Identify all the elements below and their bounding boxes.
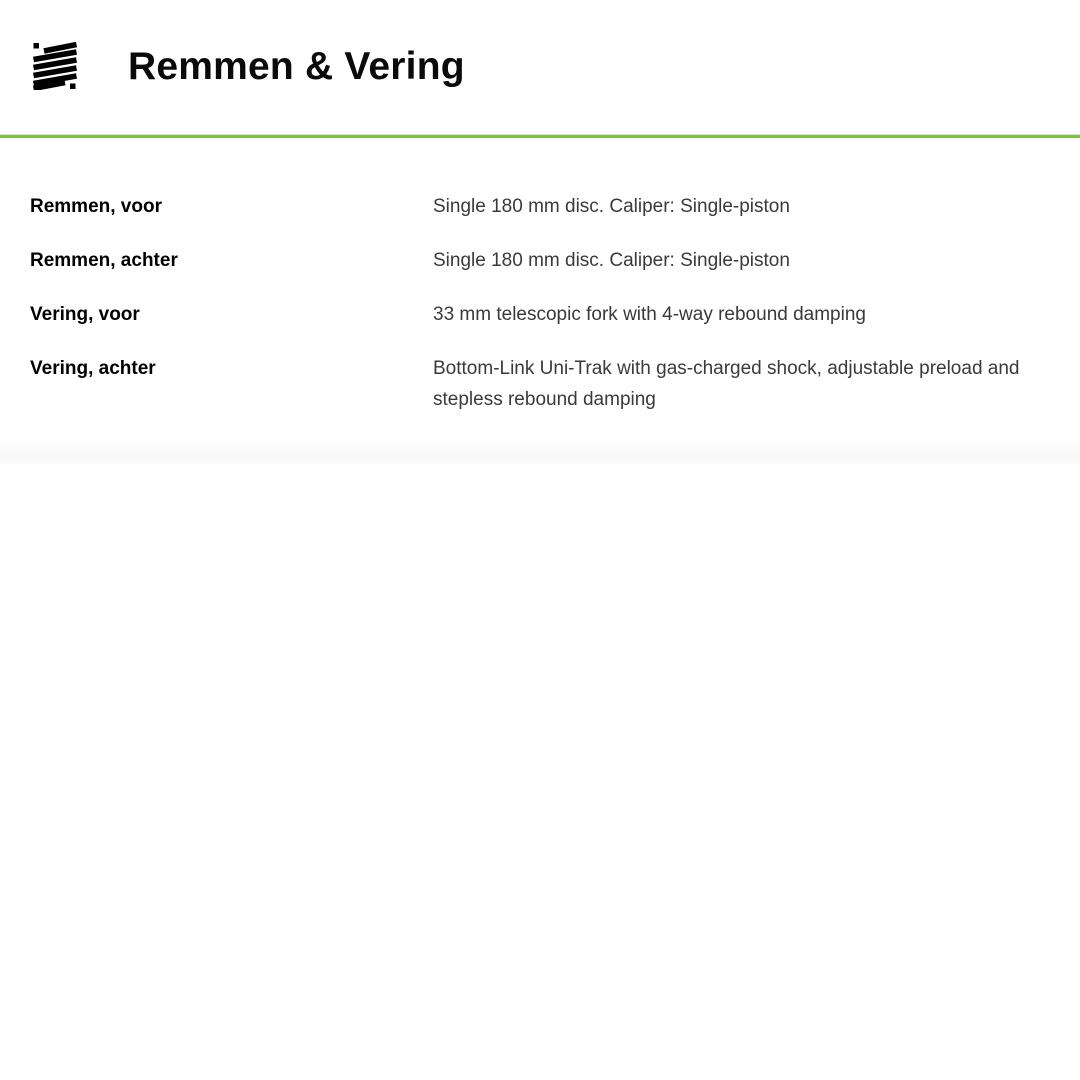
spec-value: Single 180 mm disc. Caliper: Single-piston	[433, 250, 790, 271]
page-title: Remmen & Vering	[128, 44, 465, 88]
spec-row	[30, 245, 1028, 276]
spring-coil-icon	[33, 42, 77, 90]
spec-value: 33 mm telescopic fork with 4-way rebound damping	[433, 304, 866, 325]
spec-value: Single 180 mm disc. Caliper: Single-piston	[433, 196, 790, 217]
spec-label: Vering, achter	[30, 358, 156, 379]
spec-label: Remmen, achter	[30, 250, 178, 271]
section-divider-band	[0, 438, 1080, 466]
spec-row	[30, 299, 1028, 330]
spec-row	[30, 353, 1028, 415]
spec-value: Bottom-Link Uni-Trak with gas-charged shock, adjustable preload and stepless rebound damping	[433, 358, 1020, 410]
accent-divider	[0, 134, 1080, 138]
spec-label: Vering, voor	[30, 304, 140, 325]
spec-row	[30, 191, 1028, 222]
spec-table	[0, 191, 1080, 415]
spec-label: Remmen, voor	[30, 196, 162, 217]
section-header	[0, 0, 1080, 92]
